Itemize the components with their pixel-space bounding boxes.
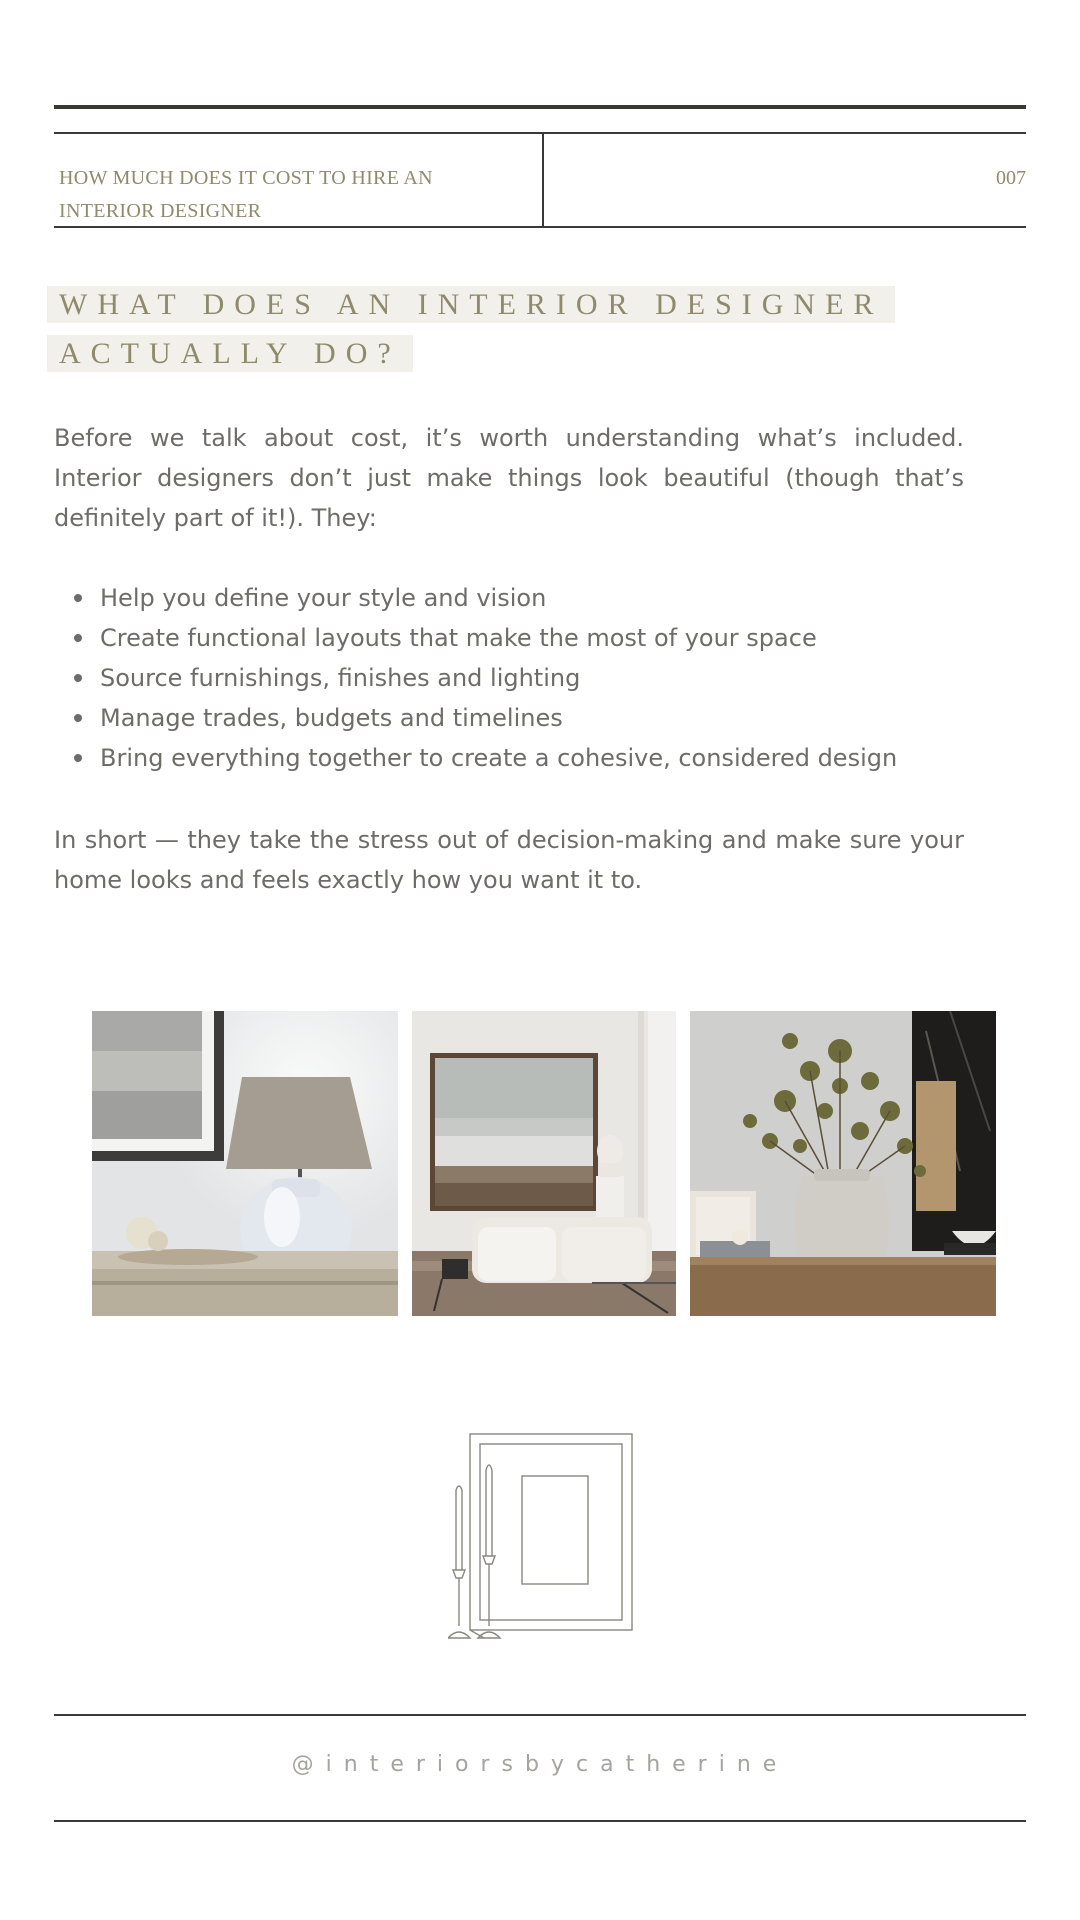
list-item: Create functional layouts that make the most of your space: [54, 618, 1004, 658]
summary-paragraph: In short — they take the stress out of decision-making and make sure your home looks and feels exactly how you want it to.: [54, 826, 964, 894]
list-item: Bring everything together to create a cohesive, considered design: [54, 738, 1004, 778]
section-heading: [47, 280, 947, 378]
list-item: Help you define your style and vision: [54, 578, 1004, 618]
footer-top-rule: [54, 1714, 1026, 1716]
section-heading-line1: WHAT DOES AN INTERIOR DESIGNER: [47, 286, 895, 323]
vase-branches-photo: [690, 1011, 996, 1316]
bullet-icon: [74, 594, 82, 602]
bullet-icon: [74, 754, 82, 762]
top-rule: [54, 105, 1026, 109]
bullet-icon: [74, 714, 82, 722]
social-handle: @interiorsbycatherine: [291, 1752, 789, 1777]
header-divider: [542, 134, 544, 226]
page-number: 007: [996, 167, 1026, 189]
list-item: Manage trades, budgets and timelines: [54, 698, 1004, 738]
list-item: Source furnishings, finishes and lighting: [54, 658, 1004, 698]
document-title: HOW MUCH DOES IT COST TO HIRE AN INTERIOR DESIGNER: [59, 167, 433, 222]
intro-paragraph: Before we talk about cost, it’s worth understanding what’s included. Interior designers don’t just make things look beautiful (though that’s definitely part of it!). They:: [54, 424, 964, 532]
services-list: [54, 578, 1004, 778]
bullet-icon: [74, 674, 82, 682]
footer-bottom-rule: [54, 1820, 1026, 1822]
bullet-icon: [74, 634, 82, 642]
frame-candle-illustration: [448, 1430, 638, 1642]
table-lamp-photo: [92, 1011, 398, 1316]
living-room-photo: [412, 1011, 676, 1316]
page-header: [54, 132, 1026, 228]
section-heading-line2: ACTUALLY DO?: [47, 335, 413, 372]
